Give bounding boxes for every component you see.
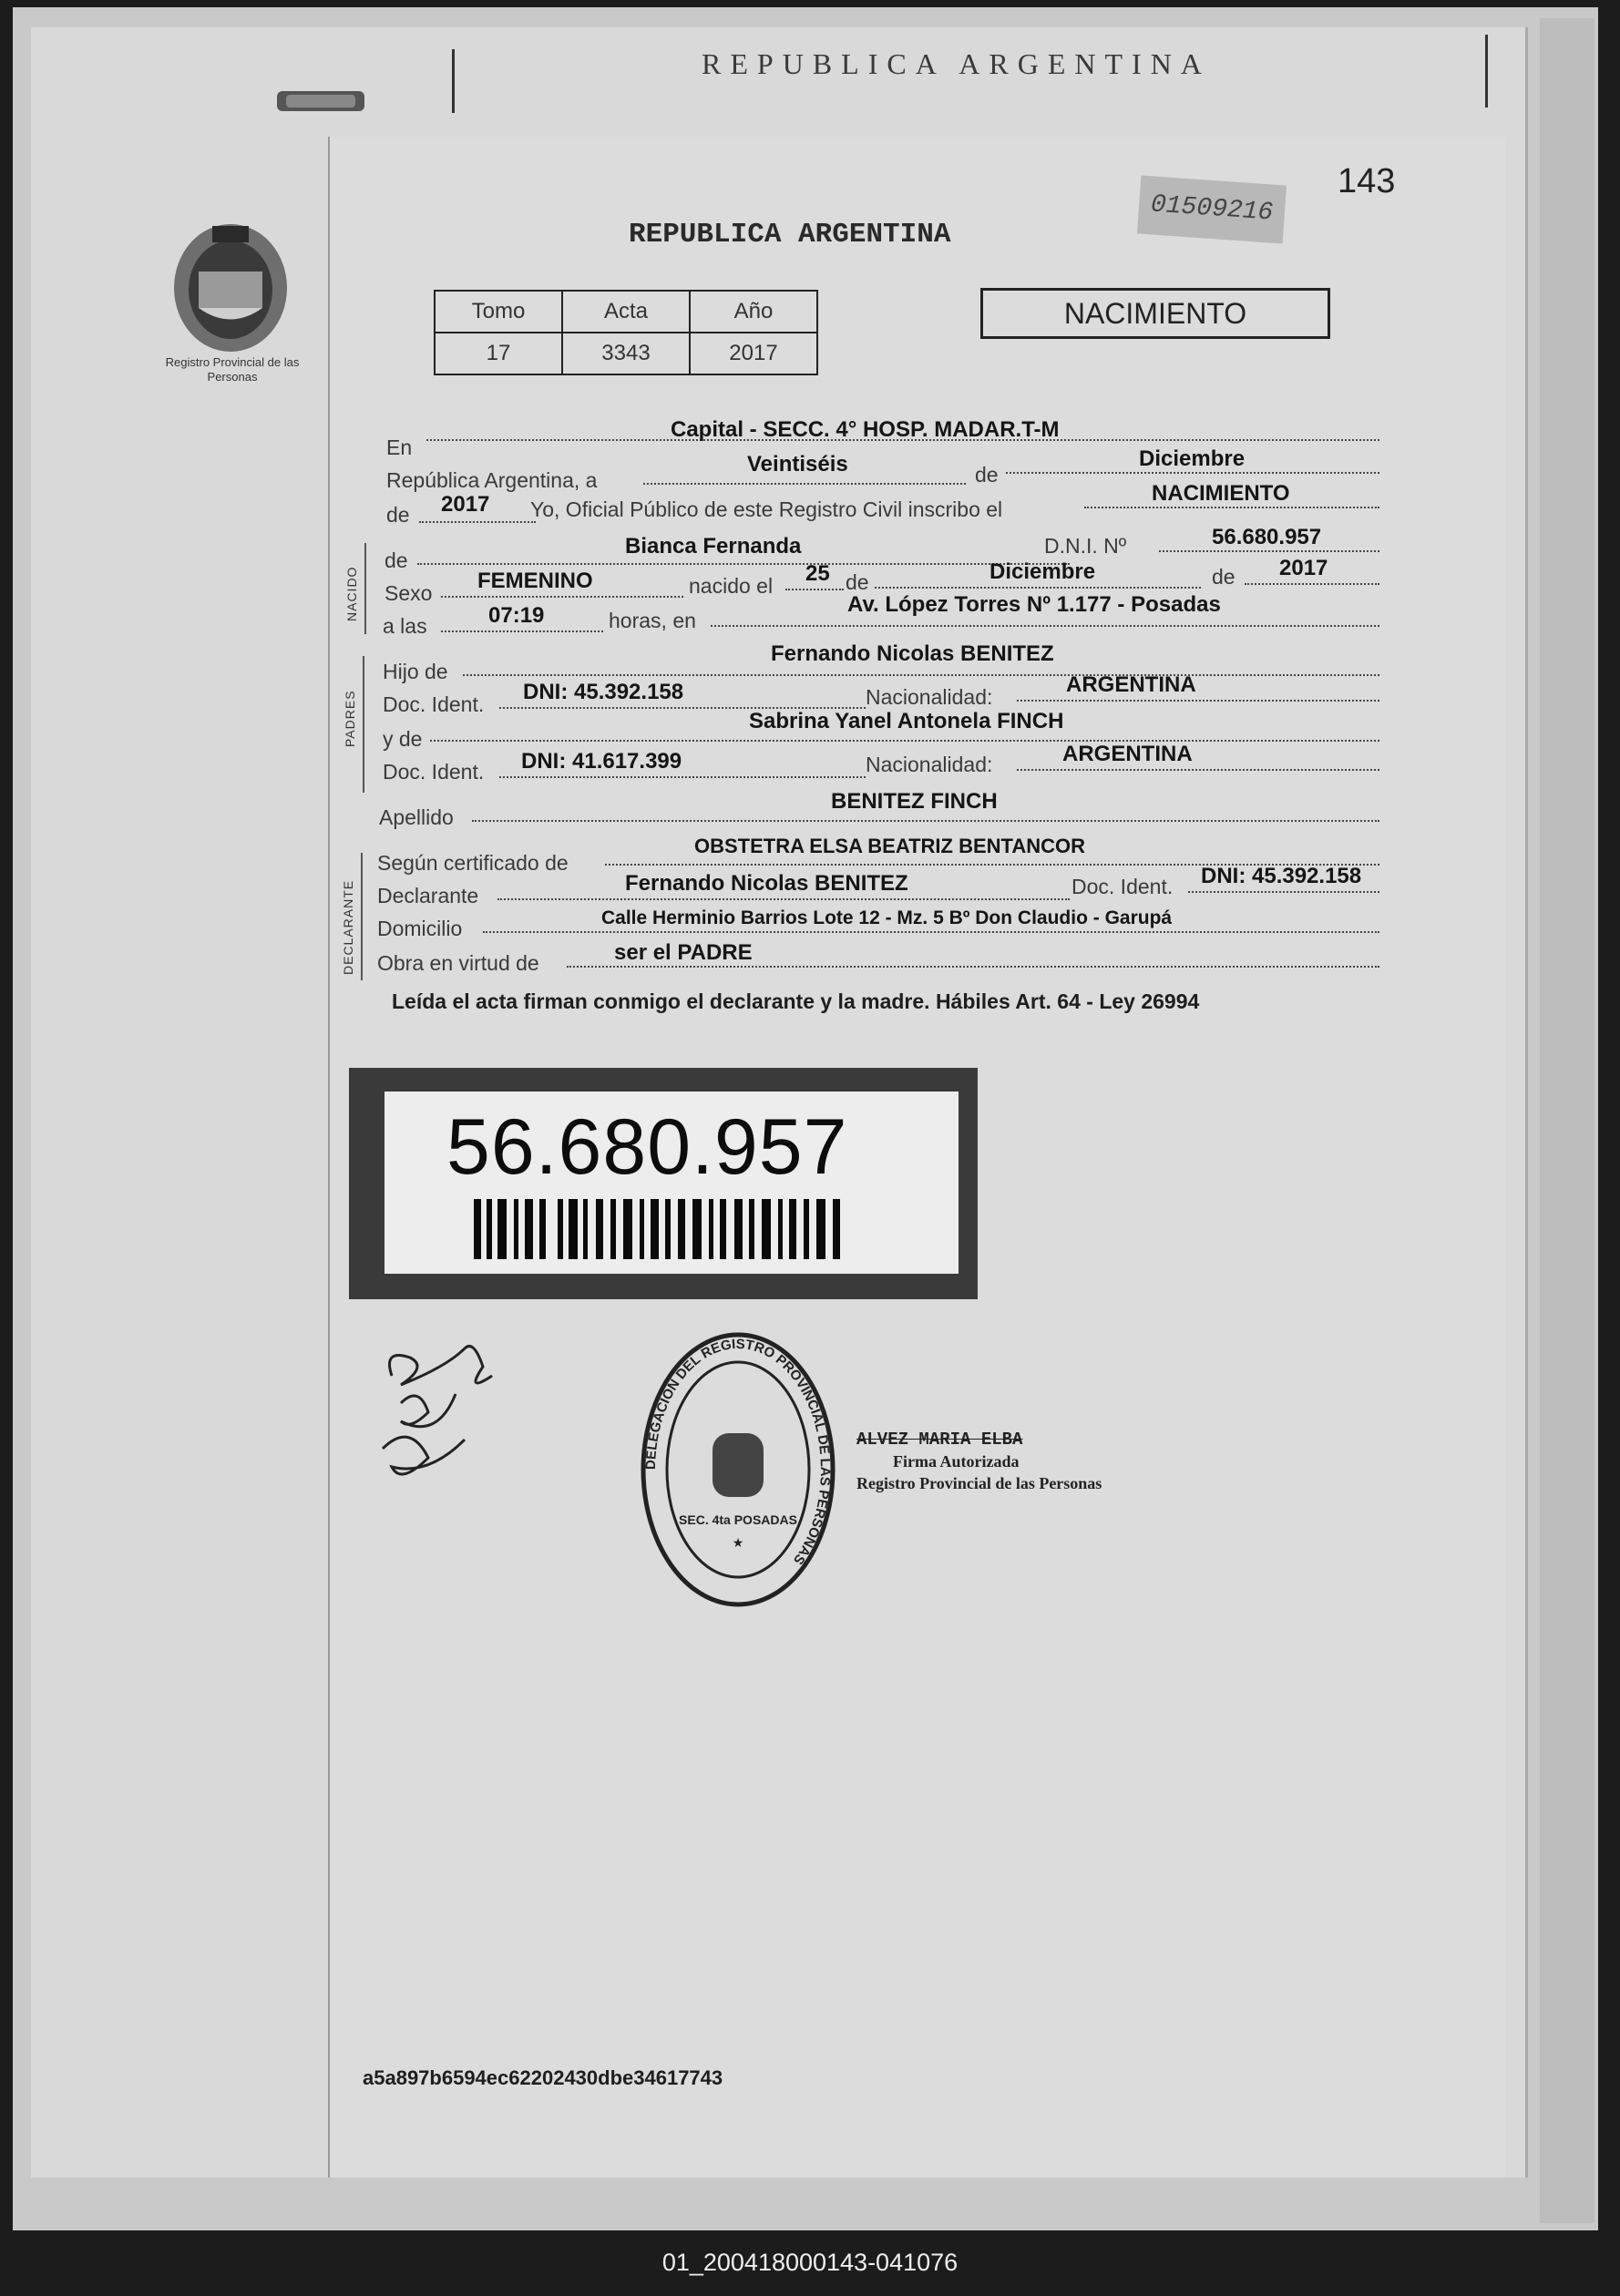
dotted-line	[419, 521, 536, 523]
small-crest-icon	[273, 84, 368, 115]
anio-header: Año	[690, 291, 817, 333]
header-rule-left	[452, 49, 455, 113]
label-a-las: a las	[383, 614, 427, 638]
padre-nac-value: ARGENTINA	[1066, 672, 1196, 697]
hora-value: 07:19	[488, 603, 545, 628]
padre-doc-value: DNI: 45.392.158	[523, 680, 684, 704]
label-dni: D.N.I. Nº	[1044, 534, 1127, 558]
dotted-line	[1188, 891, 1379, 893]
label-de: de	[386, 503, 410, 527]
label-de: de	[846, 570, 869, 594]
dotted-line	[567, 966, 1379, 968]
nac-anio-value: 2017	[1279, 556, 1328, 580]
page-edge	[1540, 18, 1594, 2223]
section-padres: PADRES	[343, 690, 357, 747]
label-nacionalidad: Nacionalidad:	[866, 685, 993, 709]
label-nacido-el: nacido el	[689, 574, 774, 598]
acta-value: 3343	[562, 333, 690, 374]
label-sexo: Sexo	[384, 581, 433, 605]
label-republica: República Argentina, a	[386, 468, 598, 492]
seal-ring-text: DELEGACION DEL REGISTRO PROVINCIAL DE LAS PERSONAS	[642, 1336, 834, 1568]
dotted-line	[472, 820, 1379, 822]
handwritten-signatures	[374, 1330, 510, 1494]
record-type-box: NACIMIENTO	[980, 288, 1330, 339]
svg-text:★: ★	[732, 1535, 744, 1550]
record-table	[434, 290, 818, 375]
dotted-line	[463, 674, 1379, 676]
dia-value: Veintiséis	[747, 452, 848, 477]
section-rule	[361, 853, 363, 980]
header-rule-right	[1485, 35, 1488, 108]
label-yo-oficial: Yo, Oficial Público de este Registro Civil inscribo el	[530, 497, 1003, 521]
dotted-line	[1245, 583, 1379, 585]
section-rule	[364, 543, 366, 634]
dotted-line	[1017, 700, 1379, 702]
label-doc-ident-declarante: Doc. Ident.	[1071, 875, 1174, 898]
label-y-de: y de	[383, 727, 423, 751]
label-en: En	[386, 436, 413, 459]
page-number: 143	[1338, 162, 1396, 200]
closing-note: Leída el acta firman conmigo el declarante y la madre. Hábiles Art. 64 - Ley 26994	[392, 989, 1200, 1013]
dotted-line	[1159, 550, 1379, 552]
document-hash: a5a897b6594ec62202430dbe34617743	[363, 2066, 723, 2089]
label-doc-ident: Doc. Ident.	[383, 692, 485, 716]
official-seal-icon	[638, 1328, 838, 1611]
dotted-line	[499, 776, 866, 778]
madre-value: Sabrina Yanel Antonela FINCH	[749, 709, 1064, 733]
madre-nac-value: ARGENTINA	[1062, 742, 1193, 766]
dotted-line	[483, 931, 1379, 933]
tomo-value: 17	[435, 333, 562, 374]
dotted-line	[1006, 472, 1379, 474]
authorized-signatory	[856, 1429, 1102, 1494]
dotted-line	[417, 563, 1070, 565]
file-identifier: 01_200418000143-041076	[661, 2249, 959, 2276]
sexo-value: FEMENINO	[477, 569, 593, 593]
nac-mes-value: Diciembre	[989, 559, 1096, 584]
dni-plate-number: 56.680.957	[446, 1103, 848, 1191]
section-nacido: NACIDO	[344, 566, 359, 621]
dotted-line	[711, 625, 1379, 627]
dni-value: 56.680.957	[1212, 525, 1322, 549]
authorized-name: ALVEZ MARIA ELBA	[856, 1430, 1023, 1450]
label-de: de	[975, 463, 999, 487]
dotted-line	[441, 630, 603, 632]
dotted-line	[643, 483, 966, 485]
obra-value: ser el PADRE	[614, 940, 753, 965]
anio-value: 2017	[690, 333, 817, 374]
label-apellido: Apellido	[379, 805, 454, 829]
authorized-org: Registro Provincial de las Personas	[856, 1474, 1102, 1492]
dotted-line	[441, 596, 683, 598]
label-segun-certificado: Según certificado de	[377, 851, 569, 875]
seal-inner-text: SEC. 4ta POSADAS	[679, 1512, 797, 1527]
page-header: REPUBLICA ARGENTINA	[702, 47, 1211, 80]
mes-value: Diciembre	[1139, 446, 1246, 471]
form-title: REPUBLICA ARGENTINA	[629, 219, 951, 251]
dotted-line	[1084, 507, 1379, 508]
dotted-line	[1017, 769, 1379, 771]
tomo-header: Tomo	[435, 291, 562, 333]
label-de: de	[384, 548, 408, 572]
label-declarante: Declarante	[377, 884, 479, 907]
label-obra-en-virtud: Obra en virtud de	[377, 951, 539, 975]
nac-dia-value: 25	[805, 561, 830, 586]
label-hijo-de: Hijo de	[383, 660, 448, 683]
madre-doc-value: DNI: 41.617.399	[521, 749, 682, 774]
nombre-value: Bianca Fernanda	[625, 534, 802, 559]
label-domicilio: Domicilio	[377, 917, 463, 940]
lugar-nac-value: Av. López Torres Nº 1.177 - Posadas	[847, 592, 1221, 617]
declarante-doc-value: DNI: 45.392.158	[1201, 864, 1362, 888]
label-nacionalidad: Nacionalidad:	[866, 753, 993, 776]
apellido-value: BENITEZ FINCH	[831, 789, 998, 814]
barcode-icon	[474, 1199, 847, 1259]
section-declarante: DECLARANTE	[341, 879, 355, 975]
section-rule	[363, 656, 364, 793]
domicilio-value: Calle Herminio Barrios Lote 12 - Mz. 5 Bº Don Claudio - Garupá	[601, 907, 1173, 928]
declarante-value: Fernando Nicolas BENITEZ	[625, 871, 908, 896]
dotted-line	[785, 589, 844, 590]
crest-caption: Registro Provincial de las Personas	[165, 355, 300, 384]
dotted-line	[497, 898, 1070, 900]
lugar-value: Capital - SECC. 4° HOSP. MADAR.T-M	[671, 417, 1060, 442]
acta-header: Acta	[562, 291, 690, 333]
dotted-line	[430, 740, 1379, 742]
dotted-line	[875, 587, 1201, 589]
padre-value: Fernando Nicolas BENITEZ	[771, 641, 1054, 666]
serial-stamp: 01509216	[1137, 175, 1287, 243]
anio-value: 2017	[441, 492, 490, 517]
label-de: de	[1212, 565, 1236, 589]
label-horas-en: horas, en	[609, 609, 696, 632]
certificado-value: OBSTETRA ELSA BEATRIZ BENTANCOR	[694, 835, 1085, 857]
inscripcion-value: NACIMIENTO	[1152, 481, 1290, 506]
label-doc-ident: Doc. Ident.	[383, 760, 485, 784]
authorized-role: Firma Autorizada	[893, 1452, 1020, 1471]
